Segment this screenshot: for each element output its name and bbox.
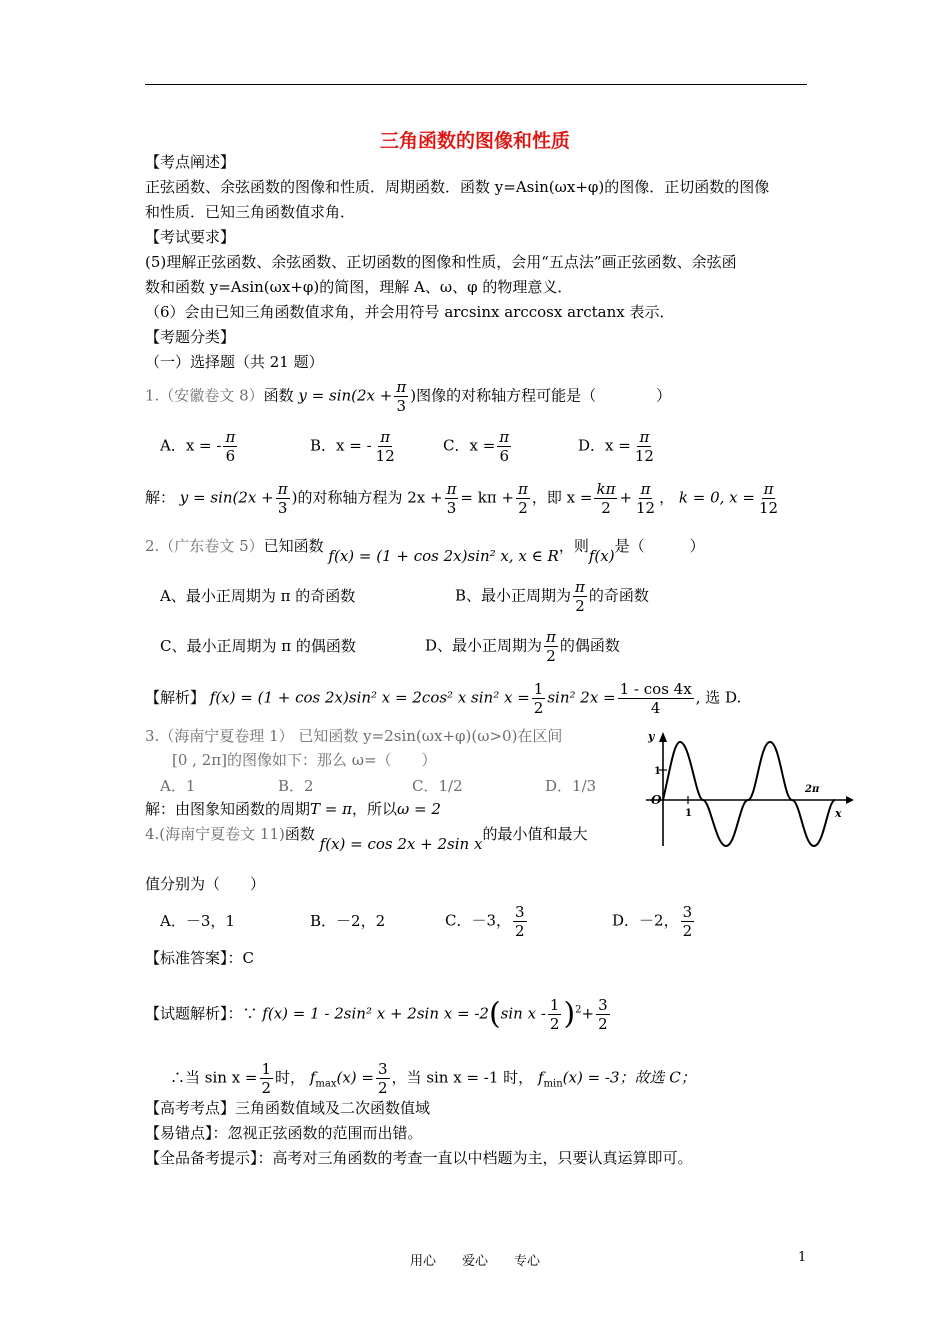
section-heading: 【考试要求】 [145, 228, 236, 246]
q2-solution: 【解析】 f(x) = (1 + cos 2x)sin² x = 2cos² x sin² x = $\frac{1}{2}$ sin² 2x = $\frac{1 - \cos 4x}{4}$ , 选 D. [145, 680, 742, 717]
q2-formula: f(x) = (1 + cos 2x)sin² x, x ∈ R [328, 547, 559, 565]
paragraph-line: 数和函数 y=Asin(ωx+φ)的简图，理解 A、ω、φ 的物理意义． [145, 278, 573, 296]
q1-option-c: C．x = $\frac{\pi}{6}$ [443, 428, 510, 465]
x-one-label: 1 [685, 808, 692, 819]
q4-analysis: 【试题解析】：∵ f(x) = 1 - 2sin² x + 2sin x = -2(sin x - $\frac{1}{2}$ )$^2$+ $\frac{3}{2}$ [145, 996, 608, 1033]
q2-option-a: A、最小正周期为 π 的奇函数 [160, 587, 356, 605]
q3-option-a: A．1 [160, 777, 196, 795]
q3-solution: 解：由图象知函数的周期T = π，所以ω = 2 [145, 800, 441, 818]
footer-text: 用心 爱心 专心 [409, 1254, 540, 1269]
paragraph-line: (5)理解正弦函数、余弦函数、正切函数的图像和性质，会用“五点法”画正弦函数、余弦函 [145, 253, 737, 271]
q4-option-c: C．－3， $\frac{3}{2}$ [445, 903, 525, 940]
x-axis-arrow [846, 796, 854, 804]
question-4: 4.(海南宁夏卷文 11)函数 f(x) = cos 2x + 2sin x的最小值和最大 [145, 825, 588, 853]
note-line: 【全品备考提示】：高考对三角函数的考查一直以中档题为主，只要认真运算即可。 [145, 1149, 693, 1167]
question-2: 2.（广东卷文 5）已知函数 f(x) = (1 + cos 2x)sin² x, x ∈ R，则f(x)是（ ） [145, 537, 705, 565]
q2-option-c: C、最小正周期为 π 的偶函数 [160, 637, 356, 655]
q4-answer: 【标准答案】：C [145, 949, 254, 967]
note-line: 【易错点】：忽视正弦函数的范围而出错。 [145, 1124, 423, 1142]
q1-formula: y = sin(2x + [298, 386, 393, 405]
page-title: 三角函数的图像和性质 [379, 130, 570, 152]
page-number: 1 [798, 1250, 807, 1265]
x-label: x [835, 807, 842, 820]
sine-graph [640, 726, 855, 851]
q3-option-d: D．1/3 [545, 777, 597, 795]
q3-line-2: [0 , 2π]的图像如下：那么 ω=（ ） [172, 751, 437, 769]
header-rule [145, 84, 807, 85]
y-label: y [648, 730, 655, 743]
q2-option-d: D、最小正周期为 $\frac{\pi}{2}$ 的偶函数 [425, 628, 620, 665]
q1-post: 图像的对称轴方程可能是（ ） [416, 386, 672, 405]
q3-option-b: B．2 [278, 777, 314, 795]
q2-option-b: B、最小正周期为 $\frac{\pi}{2}$ 的奇函数 [455, 578, 649, 615]
note-line: 【高考考点】三角函数值域及二次函数值域 [145, 1099, 431, 1117]
section-heading: 【考点阐述】 [145, 153, 236, 171]
q4-option-a: A．－3，1 [160, 912, 235, 930]
q3-option-c: C．1/2 [412, 777, 463, 795]
subsection-heading: （一）选择题（共 21 题） [145, 353, 324, 371]
q4-option-b: B．－2，2 [310, 912, 386, 930]
paragraph-line: 和性质．已知三角函数值求角． [145, 203, 356, 221]
paragraph-line: （6）会由已知三角函数值求角，并会用符号 arcsinx arccosx arctanx 表示． [145, 303, 675, 321]
q1-option-d: D．x = $\frac{\pi}{12}$ [578, 428, 654, 465]
y-one-label: 1 [654, 766, 661, 777]
q4-option-d: D．－2， $\frac{3}{2}$ [612, 903, 693, 940]
q1-source: 1.（安徽卷文 8） [145, 386, 264, 405]
q1-option-b: B．x = - $\frac{\pi}{12}$ [310, 428, 395, 465]
y-axis-arrow [659, 732, 667, 742]
origin-label: O [651, 793, 662, 807]
q3-line-1: 3.（海南宁夏卷理 1） 已知函数 y=2sin(ωx+φ)(ω>0)在区间 [145, 727, 563, 745]
two-pi-label: 2π [805, 784, 820, 795]
paragraph-line: 正弦函数、余弦函数的图像和性质．周期函数．函数 y=Asin(ωx+φ)的图像．正切函数的图像 [145, 178, 770, 196]
fraction: $\frac{\pi}{3}$ [396, 378, 407, 415]
q4-conclusion: ∴当 sin x = $\frac{1}{2}$ 时， $f_{max}(x)$ = $\frac{3}{2}$ ，当 sin x = -1 时， $f_{min}(x) = -3$；故选 C； [170, 1060, 696, 1097]
q1-pre: 函数 [263, 386, 294, 405]
section-heading: 【考题分类】 [145, 328, 236, 346]
q4-formula: f(x) = cos 2x + 2sin x [319, 835, 483, 853]
q1-solution: 解： y = sin(2x + $\frac{\pi}{3}$ )的对称轴方程为 2x + $\frac{\pi}{3}$ = kπ + $\frac{\pi}{2}$ ，即 x = $\frac{k\pi}{2}$ + $\frac{\pi}{12}$ ， k = 0, x = $\frac{\pi}{12}$ [145, 480, 779, 517]
question-1: 1.（安徽卷文 8）函数 y = sin(2x + $\frac{\pi}{3}$ )图像的对称轴方程可能是（ ） [145, 378, 672, 415]
q4-line-2: 值分别为（ ） [145, 875, 266, 893]
q1-option-a: A．x = - $\frac{\pi}{6}$ [160, 428, 236, 465]
